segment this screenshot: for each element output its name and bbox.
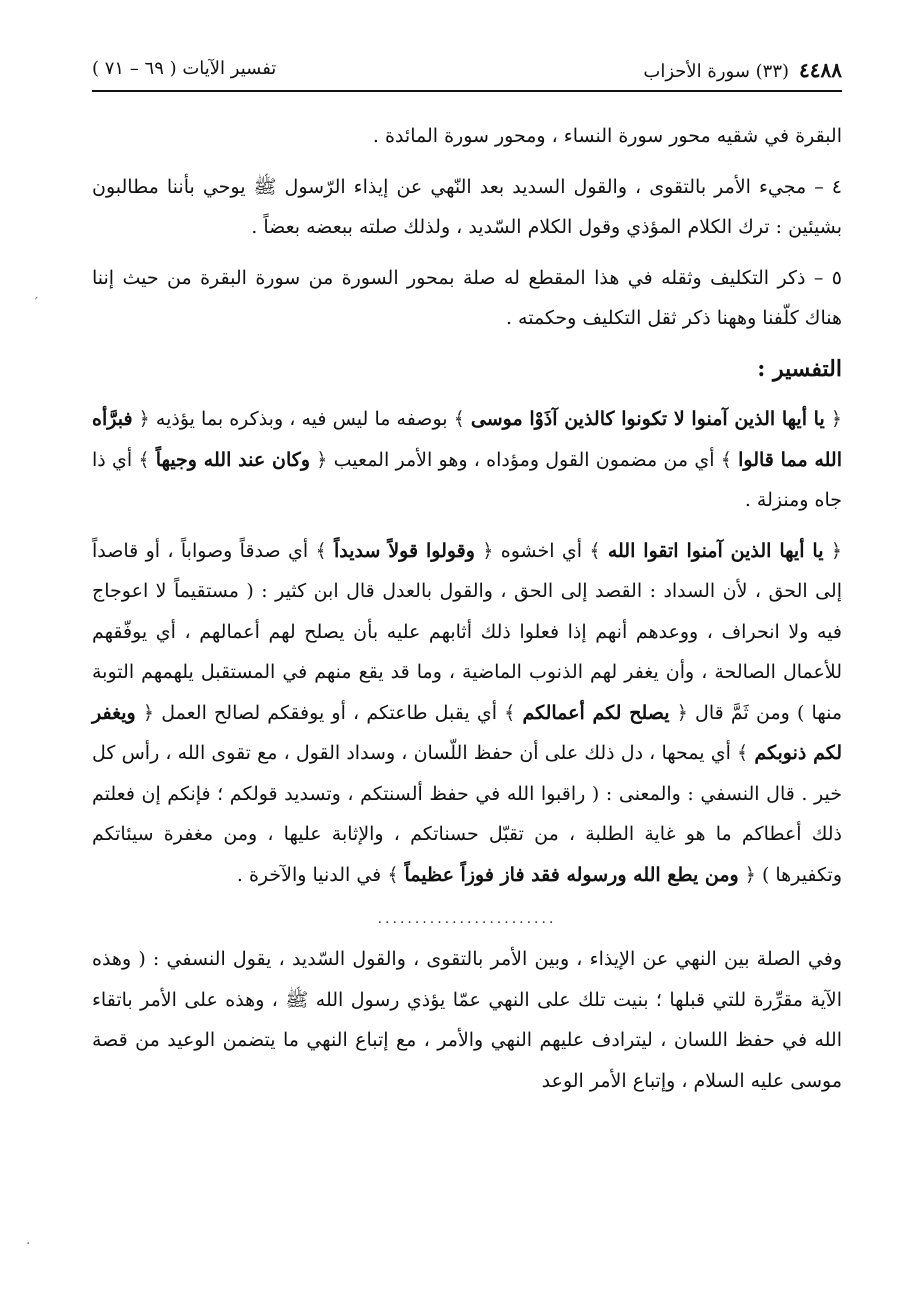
quran-quote: وكان عند الله وجيهاً [155,448,310,471]
commentary-text: أي ذا جاه ومنزلة . [92,448,842,511]
quran-bracket-open: ﴿ [676,701,688,724]
tafsir-paragraph-verse-69 [92,399,842,521]
commentary-text: أي يمحها ، دل ذلك على أن حفظ اللّسان ، وسداد القول ، مع تقوى الله ، رأس كل خير . قال النسفي : والمعنى : ( راقبوا الله في حفظ ألسنتكم ، وتسديد قولكم ؛ فإنكم إن فعلتم ذلك أعطاكم ما هو غاية الطلبة ، من تقبّل حسناتكم ، والإثابة عليها ، ومن مغفرة سيئاتكم وتكفيرها ) [92,742,842,886]
commentary-text: أي اخشوه [493,539,590,562]
quran-bracket-open: ﴿ [138,408,150,430]
quran-quote: ومن يطع الله ورسوله فقد فاز فوزاً عظيماً [404,863,739,886]
header-right [643,58,842,82]
quran-quote: يا أيها الذين آمنوا لا تكونوا كالذين آذَوْا موسى [470,408,825,430]
paragraph-continuation: البقرة في شقيه محور سورة النساء ، ومحور سورة المائدة . [372,125,842,147]
quran-bracket-open: ﴿ [830,408,842,430]
margin-mark: · [26,1236,31,1252]
page-body [92,116,842,1101]
paragraph-relation: وفي الصلة بين النهي عن الإيذاء ، وبين الأمر بالتقوى ، والقول السّديد ، يقول النسفي : ( وهذه الآية مقرِّرة للتي قبلها ؛ بنيت تلك على النهي عمّا يؤذي رسول الله ﷺ ، وهذه على الأمر باتقاء الله في حفظ اللسان ، ليترادف عليهم النهي والأمر ، مع إتباع النهي ما يتضمن الوعيد من قصة موسى عليه السلام ، وإتباع الأمر الوعد [92,948,842,1092]
page-number: ٤٤٨٨ [799,58,842,82]
quran-bracket-close: ﴾ [315,539,327,562]
verse-range: تفسير الآيات ( ٦٩ – ٧١ ) [92,58,277,79]
commentary-text: أي صدقاً وصواباً ، أو قاصداً إلى الحق ، لأن السداد : القصد إلى الحق ، والقول بالعدل قال ابن كثير : ( مستقيماً لا اعوجاج فيه ولا انحراف ، ووعدهم أنهم إذا فعلوا ذلك أثابهم عليه بأن يصلح لهم أعمالهم ، أي يوفّقهم للأعمال الصالحة ، وأن يغفر لهم الذنوب الماضية ، وما قد يقع منهم في المستقبل يلهمهم التوبة منها ) ومن ثَمَّ قال [92,539,843,724]
dotted-separator: ........................ [377,911,557,927]
quran-bracket-close: ﴾ [720,448,732,471]
section-title: التفسير : [757,355,842,382]
quran-bracket-close: ﴾ [737,742,749,764]
quran-quote: ويغفر لكم ذنوبكم [92,701,842,764]
tafsir-paragraph-verses-70-71 [92,531,842,896]
margin-mark: ˊ [32,296,39,312]
quran-quote: وقولوا قولاً سديداً [333,539,475,562]
quran-bracket-close: ﴾ [589,539,601,562]
running-header [92,56,842,92]
quran-bracket-close: ﴾ [504,701,516,724]
quran-bracket-open: ﴿ [830,539,842,562]
commentary-text: أي من مضمون القول ومؤداه ، وهو الأمر المعيب [327,448,721,471]
commentary-text: بوصفه ما ليس فيه ، وبذكره بما يؤذيه [149,408,454,430]
section-separator [92,895,842,939]
quran-bracket-close: ﴾ [387,863,399,886]
quran-bracket-open: ﴿ [482,539,494,562]
quran-bracket-close: ﴾ [138,448,150,471]
paragraph-point-4: ٤ – مجيء الأمر بالتقوى ، والقول السديد بعد النّهي عن إيذاء الرّسول ﷺ يوحي بأننا مطالبون بشيئين : ترك الكلام المؤذي وقول الكلام السّديد ، ولذلك صلته ببعضه بعضاً . [92,175,842,238]
quran-quote: يصلح لكم أعمالكم [522,701,670,724]
surah-name: (٣٣) سورة الأحزاب [643,61,790,82]
commentary-text: أي يقبل طاعتكم ، أو يوفقكم لصالح العمل [154,701,505,724]
quran-quote: فبرَّأه الله مما قالوا [92,408,842,471]
commentary-text: في الدنيا والآخرة . [236,863,388,886]
quran-bracket-open: ﴿ [744,863,756,886]
quran-bracket-close: ﴾ [453,408,465,430]
quran-quote: يا أيها الذين آمنوا اتقوا الله [607,539,824,562]
quran-bracket-open: ﴿ [142,701,155,724]
paragraph-point-5: ٥ – ذكر التكليف وثقله في هذا المقطع له صلة بمحور السورة من سورة البقرة من حيث إننا هناك كلّفنا وههنا ذكر ثقل التكليف وحكمته . [92,266,842,329]
quran-bracket-open: ﴿ [316,448,328,471]
